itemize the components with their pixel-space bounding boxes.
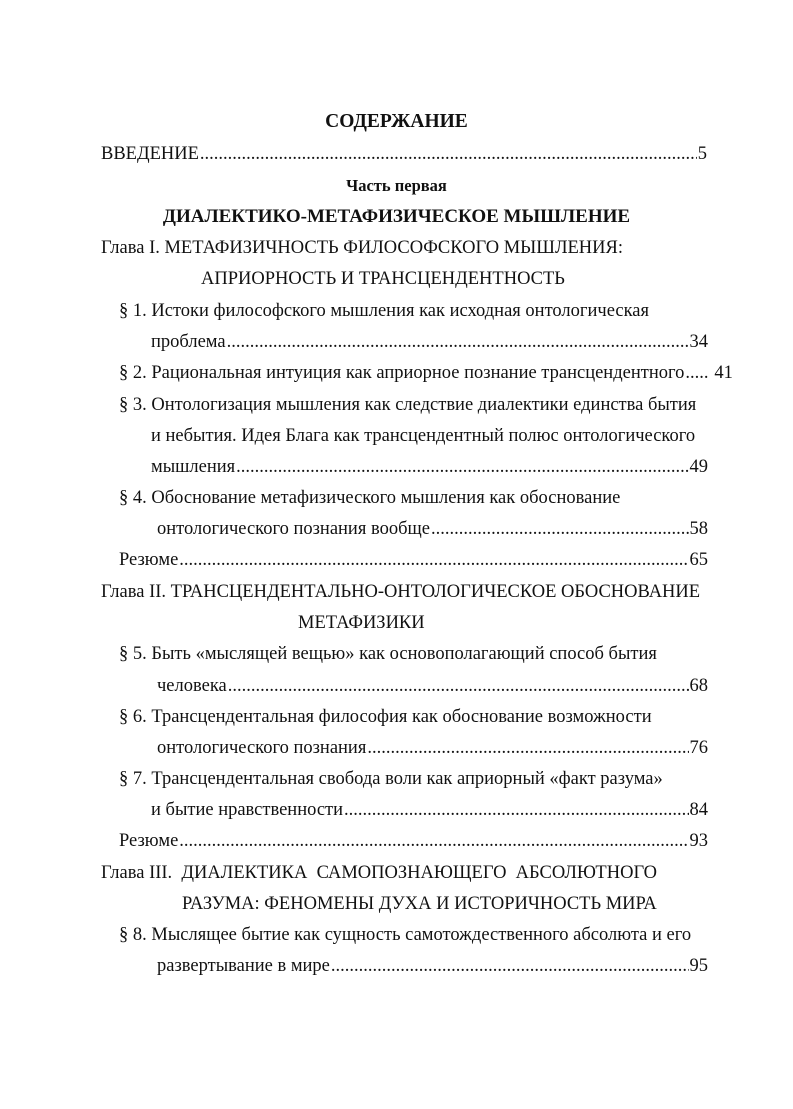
- page-number: 76: [689, 738, 708, 758]
- toc-entry-section-4[interactable]: [157, 518, 708, 540]
- toc-heading: СОДЕРЖАНИЕ: [325, 111, 468, 132]
- toc-entry-section-1[interactable]: [151, 331, 708, 353]
- dot-leader: [227, 331, 689, 353]
- page-number: 68: [689, 676, 708, 696]
- section-6-line1: § 6. Трансцендентальная философия как обоснование возможности: [119, 707, 652, 727]
- page-number: 84: [689, 800, 708, 820]
- dot-leader: [200, 143, 697, 165]
- entry-label: Резюме: [119, 831, 179, 851]
- section-7-line1: § 7. Трансцендентальная свобода воли как априорный «факт разума»: [119, 769, 663, 789]
- entry-label: и бытие нравственности: [151, 800, 344, 820]
- section-3-line2: и небытия. Идея Блага как трансцендентный полюс онтологического: [151, 426, 696, 446]
- section-4-line1: § 4. Обоснование метафизического мышления как обоснование: [119, 488, 621, 508]
- toc-entry-section-3[interactable]: [151, 456, 708, 478]
- section-1-line1: § 1. Истоки философского мышления как исходная онтологическая: [119, 301, 650, 321]
- section-3-line1: § 3. Онтологизация мышления как следствие диалектики единства бытия: [119, 395, 697, 415]
- dot-leader: [331, 955, 689, 977]
- toc-entry-chapter-1-summary[interactable]: [119, 549, 708, 571]
- dot-leader: [179, 549, 688, 571]
- chapter-1-title-line1: Глава I. МЕТАФИЗИЧНОСТЬ ФИЛОСОФСКОГО МЫШЛЕНИЯ:: [101, 238, 624, 258]
- section-8-line1: § 8. Мыслящее бытие как сущность самотождественного абсолюта и его: [119, 925, 692, 945]
- entry-label: онтологического познания вообще: [157, 519, 430, 539]
- dot-leader: [179, 830, 688, 852]
- page-number: 93: [689, 831, 708, 851]
- dot-leader: [236, 456, 688, 478]
- toc-entry-section-6[interactable]: [157, 737, 708, 759]
- page-number: 5: [697, 144, 707, 164]
- page-number: 65: [689, 550, 708, 570]
- toc-entry-introduction[interactable]: [101, 143, 707, 165]
- toc-entry-section-2[interactable]: [119, 362, 733, 384]
- dot-leader: [367, 737, 688, 759]
- page-number: 34: [689, 332, 708, 352]
- dot-leader: [344, 799, 688, 821]
- entry-label: мышления: [151, 457, 236, 477]
- toc-entry-chapter-2-summary[interactable]: [119, 830, 708, 852]
- part-name: ДИАЛЕКТИКО-МЕТАФИЗИЧЕСКОЕ МЫШЛЕНИЕ: [162, 206, 631, 227]
- dot-leader: [685, 362, 709, 384]
- page-number: 41: [714, 363, 733, 383]
- chapter-2-title-line2: МЕТАФИЗИКИ: [298, 613, 425, 633]
- toc-entry-section-7[interactable]: [151, 799, 708, 821]
- page-number: 95: [689, 956, 708, 976]
- entry-label: ВВЕДЕНИЕ: [101, 144, 199, 164]
- entry-label: человека: [157, 676, 227, 696]
- entry-label: развертывание в мире: [157, 956, 330, 976]
- chapter-3-title-line2: РАЗУМА: ФЕНОМЕНЫ ДУХА И ИСТОРИЧНОСТЬ МИРА: [182, 894, 657, 914]
- entry-label: онтологического познания: [157, 738, 367, 758]
- section-5-line1: § 5. Быть «мыслящей вещью» как основополагающий способ бытия: [119, 644, 657, 664]
- page-number: 49: [689, 457, 708, 477]
- entry-label: Резюме: [119, 550, 179, 570]
- part-title: Часть первая: [346, 176, 447, 195]
- entry-label: § 2. Рациональная интуиция как априорное познание трансцендентного: [119, 363, 685, 383]
- toc-entry-section-8[interactable]: [157, 955, 708, 977]
- dot-leader: [431, 518, 689, 540]
- chapter-3-title-line1: Глава III. ДИАЛЕКТИКА САМОПОЗНАЮЩЕГО АБСОЛЮТНОГО: [101, 863, 658, 883]
- entry-label: проблема: [151, 332, 226, 352]
- chapter-1-title-line2: АПРИОРНОСТЬ И ТРАНСЦЕНДЕНТНОСТЬ: [201, 269, 565, 289]
- toc-entry-section-5[interactable]: [157, 675, 708, 697]
- page-number: 58: [689, 519, 708, 539]
- dot-leader: [228, 675, 689, 697]
- chapter-2-title-line1: Глава II. ТРАНСЦЕНДЕНТАЛЬНО-ОНТОЛОГИЧЕСКОЕ ОБОСНОВАНИЕ: [101, 582, 701, 602]
